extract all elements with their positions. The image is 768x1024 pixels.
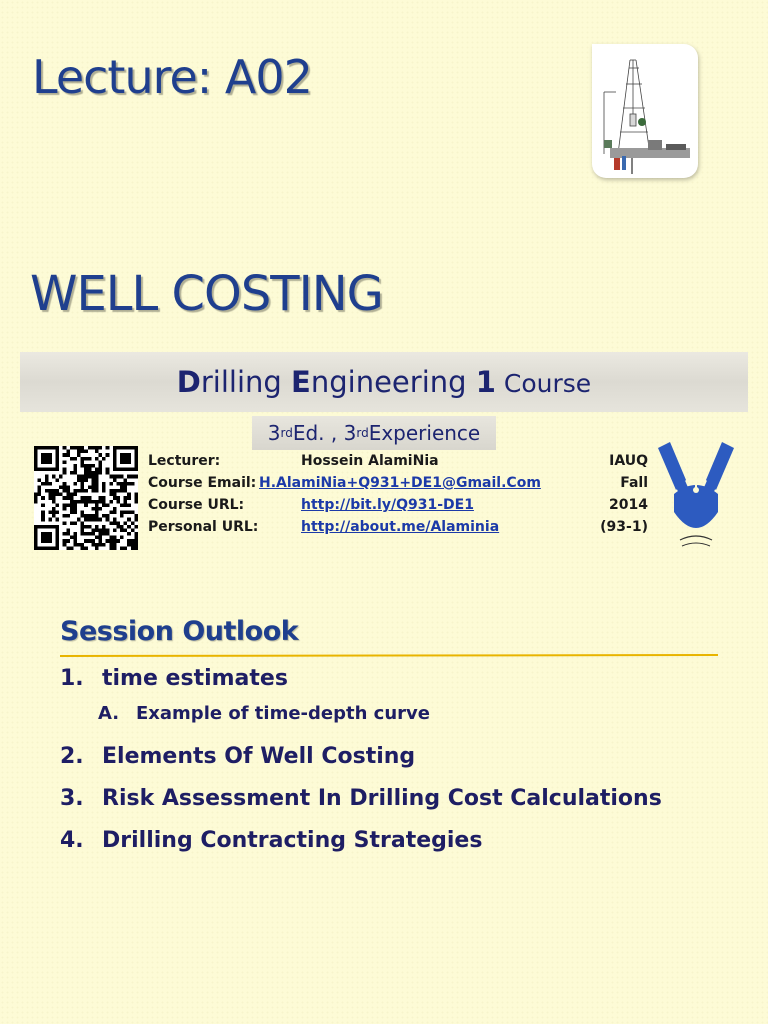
- course-initial-e: E: [291, 365, 311, 399]
- course-info-table: [148, 450, 648, 538]
- qr-code-icon[interactable]: [34, 446, 138, 550]
- list-number: 3.: [60, 786, 84, 811]
- outlook-subitem-a: [60, 698, 750, 730]
- outlook-item-1: [60, 664, 750, 694]
- experience-suffix: rd: [356, 426, 369, 440]
- lecturer-name: Hossein AlamiNia: [301, 453, 439, 469]
- list-text: time estimates: [102, 666, 288, 691]
- personal-url-row: [148, 516, 648, 538]
- email-row: [148, 472, 648, 494]
- list-text: Risk Assessment In Drilling Cost Calculations: [102, 786, 662, 811]
- heading-underline: [60, 652, 718, 658]
- main-title: WELL COSTING: [30, 266, 383, 322]
- term-label: Fall: [620, 475, 648, 491]
- course-word-engineering: ngineering: [310, 365, 476, 399]
- drilling-rig-image: [592, 44, 698, 178]
- qr-code-graphic: [34, 446, 138, 550]
- lecturer-row: [148, 450, 648, 472]
- email-link[interactable]: H.AlamiNia+Q931+DE1@Gmail.Com: [259, 475, 541, 491]
- edition-bar: [252, 416, 496, 450]
- lecture-title: Lecture: A02: [32, 50, 312, 104]
- outlook-list: [60, 664, 750, 856]
- course-url-link[interactable]: http://bit.ly/Q931-DE1: [301, 497, 474, 513]
- list-text: Elements Of Well Costing: [102, 744, 416, 769]
- iau-logo-icon: [656, 440, 736, 552]
- term-code-label: (93-1): [600, 519, 648, 535]
- list-text: Drilling Contracting Strategies: [102, 828, 483, 853]
- year-label: 2014: [609, 497, 648, 513]
- personal-url-link[interactable]: http://about.me/Alaminia: [301, 519, 500, 535]
- university-name: IAUQ: [609, 453, 648, 469]
- course-url-row: [148, 494, 648, 516]
- course-number: 1: [475, 365, 496, 399]
- course-word-drilling: rilling: [200, 365, 292, 399]
- personal-url-label: Personal URL:: [148, 519, 259, 535]
- list-number: 2.: [60, 744, 84, 769]
- outlook-item-2: [60, 742, 750, 772]
- session-outlook-heading: Session Outlook: [60, 616, 299, 647]
- edition-number: 3: [267, 421, 281, 445]
- course-banner: [20, 352, 748, 412]
- list-number: A.: [98, 703, 120, 724]
- list-number: 4.: [60, 828, 84, 853]
- course-word-course: Course: [495, 369, 592, 398]
- course-initial-d: D: [176, 365, 201, 399]
- list-text: Example of time-depth curve: [136, 703, 430, 724]
- lecturer-label: Lecturer:: [148, 453, 221, 469]
- course-url-label: Course URL:: [148, 497, 245, 513]
- drilling-rig-icon: [592, 44, 698, 178]
- experience-text: Experience: [368, 421, 481, 445]
- edition-text: Ed. , 3: [292, 421, 357, 445]
- edition-suffix: rd: [280, 426, 293, 440]
- outlook-item-3: [60, 784, 750, 814]
- outlook-item-4: [60, 826, 750, 856]
- list-number: 1.: [60, 666, 84, 691]
- email-label: Course Email:: [148, 475, 257, 491]
